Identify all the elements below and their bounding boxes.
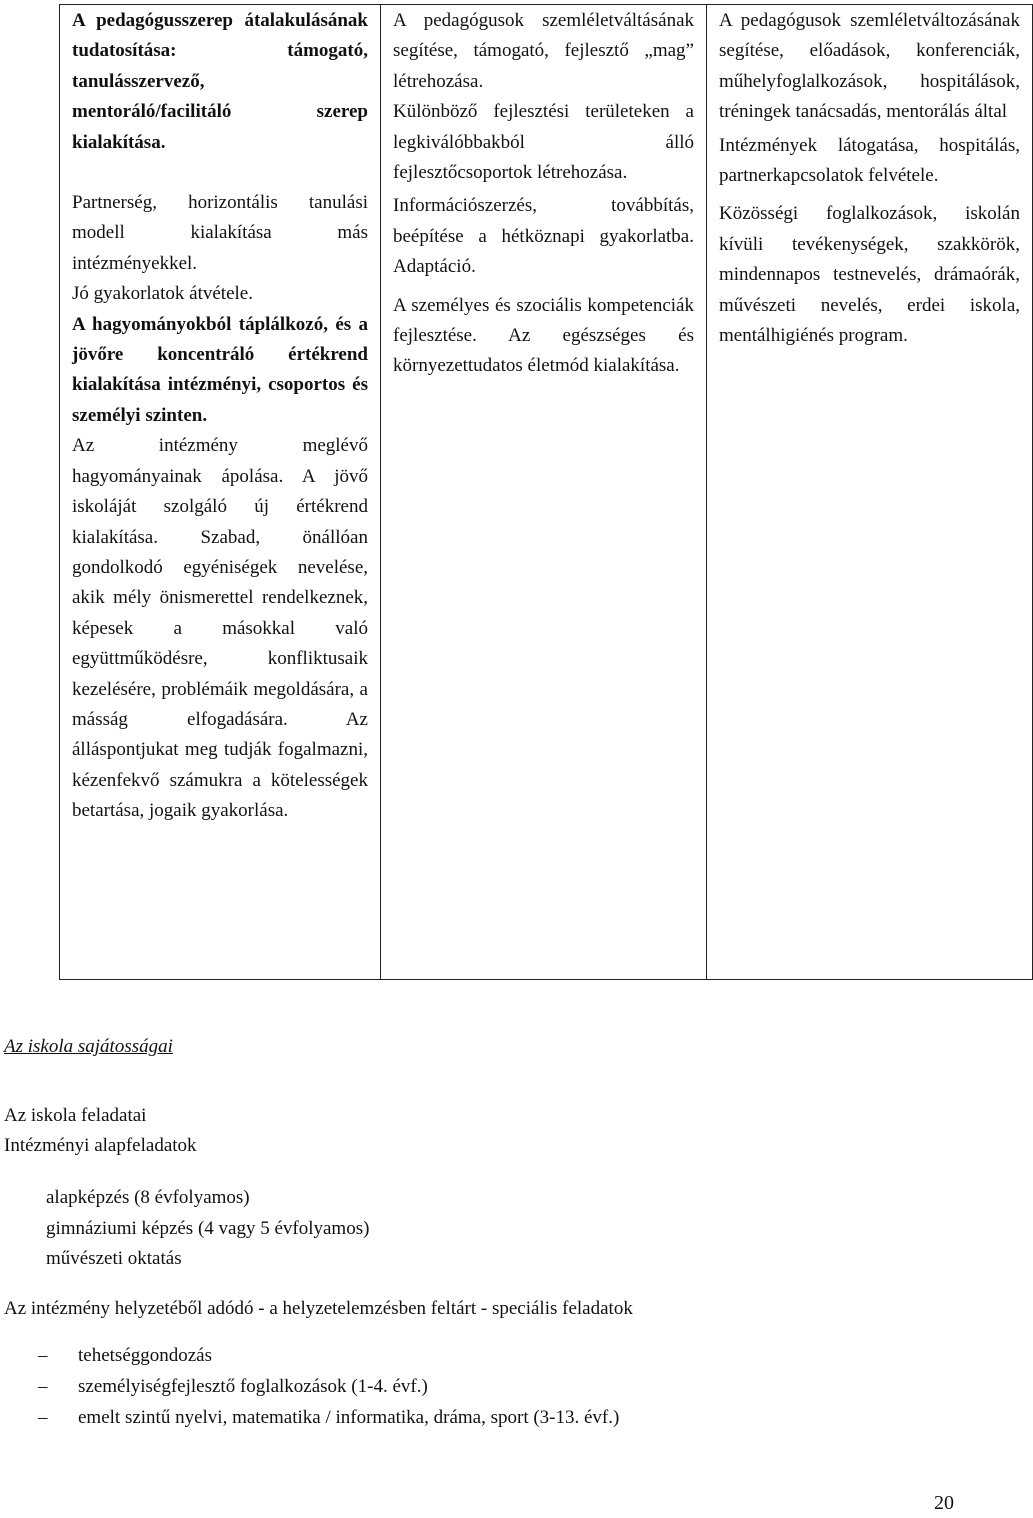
dash-bullet: – — [38, 1376, 48, 1397]
table-cell-goals — [60, 5, 381, 980]
dash-bullet: – — [38, 1407, 48, 1428]
list-item-text: emelt szintű nyelvi, matematika / informatika, dráma, sport (3-13. évf.) — [78, 1407, 620, 1428]
list-item: művészeti oktatás — [46, 1248, 182, 1269]
goals-table — [59, 4, 1033, 980]
goal-partnership: Partnerség, horizontális tanulási modell kialakítása más intézményekkel. — [72, 192, 368, 274]
task-dev-groups: Különböző fejlesztési területeken a legkiválóbbakból álló fejlesztőcsoportok létrehozása. — [393, 101, 694, 184]
list-item: alapképzés (8 évfolyamos) — [46, 1187, 250, 1208]
task-information: Információszerzés, továbbítás, beépítése a hétköznapi gyakorlatba. Adaptáció. — [393, 195, 694, 278]
method-visits: Intézmények látogatása, hospitálás, partnerkapcsolatok felvétele. — [719, 134, 1020, 187]
list-item — [38, 1371, 619, 1402]
special-tasks-list — [38, 1340, 619, 1433]
list-item-text: személyiségfejlesztő foglalkozások (1-4. évf.) — [78, 1376, 428, 1397]
dash-bullet: – — [38, 1345, 48, 1366]
section-title: Az iskola sajátosságai — [4, 1036, 173, 1057]
table-row — [60, 5, 1033, 980]
basic-tasks-list — [46, 1183, 369, 1275]
goal-values: A hagyományokból táplálkozó, és a jövőre koncentráló értékrend kialakítása intézményi, csoportos és személyi szinten. — [72, 313, 368, 426]
list-item-text: tehetséggondozás — [78, 1345, 213, 1366]
task-teacher-support: A pedagógusok szemléletváltásának segítése, támogató, fejlesztő „mag” létrehozása. — [393, 10, 694, 92]
list-item: gimnáziumi képzés (4 vagy 5 évfolyamos) — [46, 1217, 370, 1239]
goal-traditions: Az intézmény meglévő hagyományainak ápolása. A jövő iskoláját szolgáló új értékrend kialakítása. Szabad, önállóan gondolkodó egyéniségek nevelése, akik mély önismerettel rendelkeznek, képesek a másokkal való együttműködésre, konfliktusaik kezelésére, problémáik megoldására, a másság elfogadására. Az álláspontjukat meg tudják fogalmazni, kézenfekvő számukra a kötelességek betartása, jogaik gyakorlása. — [72, 435, 368, 822]
method-trainings: A pedagógusok szemléletváltozásának segítése, előadások, konferenciák, műhelyfoglalkozások, hospitálások, tréningek tanácsadás, mentorálás által — [719, 10, 1020, 123]
page-number: 20 — [934, 1492, 954, 1514]
list-item — [38, 1402, 619, 1433]
table-cell-methods — [707, 5, 1033, 980]
basic-tasks-heading: Intézményi alapfeladatok — [4, 1135, 197, 1156]
tasks-heading: Az iskola feladatai — [4, 1105, 147, 1126]
special-tasks-heading: Az intézmény helyzetéből adódó - a helyzetelemzésben feltárt - speciális feladatok — [4, 1298, 633, 1319]
goal-teacher-role: A pedagógusszerep átalakulásának tudatosítása: támogató, tanulásszervező, mentoráló/facilitáló szerep kialakítása. — [72, 10, 368, 153]
method-community: Közösségi foglalkozások, iskolán kívüli tevékenységek, szakkörök, mindennapos testnevelés, drámaórák, művészeti nevelés, erdei iskola, mentálhigiénés program. — [719, 203, 1020, 347]
goal-good-practices: Jó gyakorlatok átvétele. — [72, 283, 253, 305]
table-cell-tasks — [381, 5, 707, 980]
task-competencies: A személyes és szociális kompetenciák fejlesztése. Az egészséges és környezettudatos életmód kialakítása. — [393, 294, 694, 377]
list-item — [38, 1340, 619, 1371]
